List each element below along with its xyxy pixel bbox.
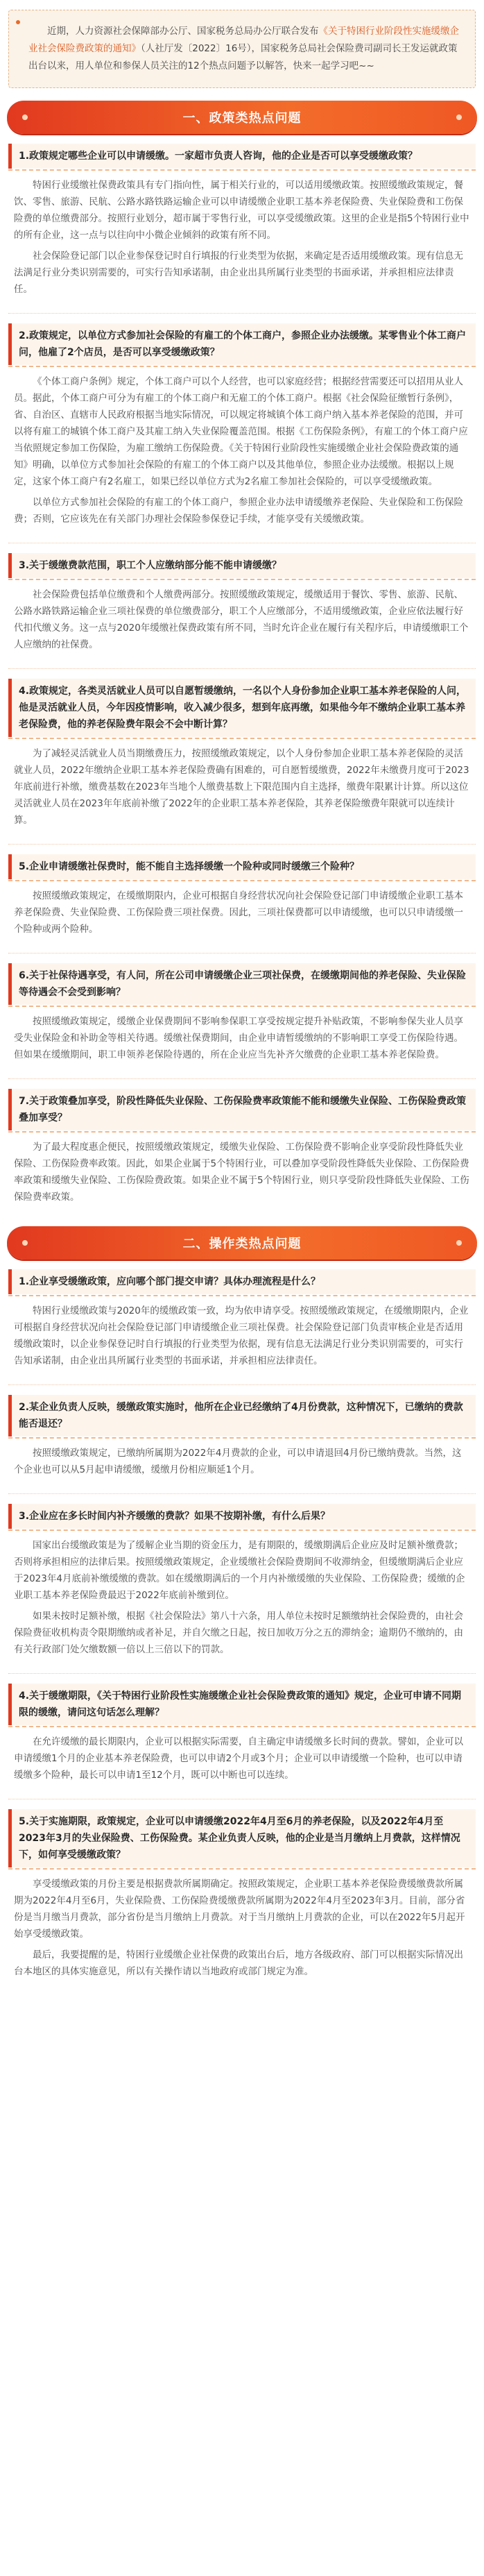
qa-item [8,1809,476,1988]
divider [8,1673,476,1674]
answer-paragraph: 为了最大程度惠企便民，按照缓缴政策规定，缓缴失业保险、工伤保险费不影响企业享受阶段性降低失业保险、工伤保险费率政策。因此，如果企业属于5个特困行业，可以叠加享受阶段性降低失业保险、工伤保险费率政策和缓缴失业保险、工伤保险费政策。如果企业不属于5个特困行业，则只享受阶段性降低失业保险、工伤保险费率政策。 [14,1142,469,1203]
banner-dot-left-icon [22,115,28,120]
qa-item [8,1504,476,1666]
operation-qa-list [0,1269,484,1988]
answer-body [8,1130,476,1214]
divider [8,844,476,845]
answer-paragraph: 如果未按时足额补缴，根据《社会保险法》第八十六条，用人单位未按时足额缴纳社会保险费的，由社会保险费征收机构责令限期缴纳或者补足，并自欠缴之日起，按日加收万分之五的滞纳金；逾期仍不缴纳的，由有关行政部门处欠缴数额一倍以上三倍以下的罚款。 [14,1611,463,1655]
intro-text-post: （人社厅发〔2022〕16号），国家税务总局社会保险费司副司长王发运就政策出台以来，用人单位和参保人员关注的12个热点问题予以解答，快来一起学习吧~~ [28,43,458,71]
question-heading: 6.关于社保待遇享受，有人问，所在公司申请缓缴企业三项社保费，在缓缴期间他的养老保险、失业保险等待遇会不会受到影响？ [8,963,476,1005]
question-heading: 1.企业享受缓缴政策，应向哪个部门提交申请？具体办理流程是什么？ [8,1269,476,1294]
question-heading: 3.关于缓缴费款范围，职工个人应缴纳部分能不能申请缓缴？ [8,553,476,578]
question-heading: 5.关于实施期限，政策规定，企业可以申请缓缴2022年4月至6月的养老保险，以及2022年4月至2023年3月的失业保险费、工伤保险费。某企业负责人反映，他的企业是当月缴纳上月费款，这样情况下，如何享受缓缴政策？ [8,1809,476,1867]
answer-paragraph: 按照缓缴政策规定，缓缴企业保费期间不影响参保职工享受按规定提升补贴政策，不影响参保失业人员享受失业保险金和补助金等相关待遇。缓缴社保费期间，由企业申请暂缓缴纳的不影响职工享受工伤保险待遇。但如果在缓缴期间，职工申领养老保险待遇的，所在企业应当先补齐欠缴费的企业职工基本养老保险费。 [14,1016,463,1060]
intro-notice-title: 《关于特困行业阶段性实施缓缴企业社会保险费政策的通知》 [28,26,459,54]
intro-box [8,10,476,88]
answer-body [8,879,476,946]
banner-dot-right-icon [456,1240,462,1246]
answer-body [8,1867,476,1988]
answer-paragraph: 最后，我要提醒的是，特困行业缓缴企业社保费的政策出台后，地方各级政府、部门可以根据实际情况出台本地区的具体实施意见，所以有关操作请以当地政府或部门规定为准。 [14,1949,463,1977]
question-heading: 3.企业应在多长时间内补齐缓缴的费款？如果不按期补缴，有什么后果？ [8,1504,476,1529]
banner-dot-right-icon [456,115,462,120]
answer-body [8,1005,476,1071]
question-heading: 2.某企业负责人反映，缓缴政策实施时，他所在企业已经缴纳了4月份费款，这种情况下，已缴纳的费款能否退还？ [8,1395,476,1437]
qa-item [8,1395,476,1486]
answer-paragraph: 按照缓缴政策规定，已缴纳所属期为2022年4月费款的企业，可以申请退回4月份已缴纳费款。当然，这个企业也可以从5月起申请缓缴，缓缴月份相应顺延1个月。 [14,1448,462,1475]
answer-paragraph: 按照缓缴政策规定，在缓缴期限内，企业可根据自身经营状况向社会保险登记部门申请缓缴企业职工基本养老保险费、失业保险费、工伤保险费三项社保费。因此，三项社保费都可以申请缓缴，也可以只申请缓缴一个险种或两个险种。 [14,890,463,935]
qa-item [8,679,476,837]
section-title: 二、操作类热点问题 [182,1237,302,1251]
question-heading: 4.关于缓缴期限，《关于特困行业阶段性实施缓缴企业社会保险费政策的通知》规定，企业可申请不同期限的缓缴，请问这句话怎么理解？ [8,1684,476,1725]
answer-paragraph: 以单位方式参加社会保险的有雇工的个体工商户，参照企业办法申请缓缴养老保险、失业保险和工伤保险费；否则，它应该先在有关部门办理社会保险参保登记手续，才能享受有关缓缴政策。 [14,497,463,525]
answer-paragraph: 特困行业缓缴政策与2020年的缓缴政策一致，均为依申请享受。按照缓缴政策规定，在缓缴期限内，企业可根据自身经营状况向社会保险登记部门申请缓缴企业三项社保费。社会保险登记部门负责审核企业是否适用缓缴政策时，以企业参保登记时自行填报的行业类型为依据，现有信息无法满足行业分类识别需要的，可实行告知承诺制，由企业出具所属行业类型的书面承诺，并承担相应法律责任。 [14,1305,469,1366]
question-heading: 2.政策规定，以单位方式参加社会保险的有雇工的个体工商户，参照企业办法缓缴。某零售业个体工商户问，他雇了2个店员，是否可以享受缓缴政策？ [8,323,476,365]
answer-paragraph: 为了减轻灵活就业人员当期缴费压力，按照缓缴政策规定，以个人身份参加企业职工基本养老保险的灵活就业人员，2022年缴纳企业职工基本养老保险费确有困难的，可自愿暂缓缴费，2022年未缴费月度可于2023年底前进行补缴，缴费基数在2023年当地个人缴费基数上下限范围内自主选择，缴费年限累计计算。所以这位灵活就业人员在2023年年底前补缴了2022年的企业职工基本养老保险，其养老保险缴费年限就可以连续计算。 [14,748,469,826]
answer-paragraph: 《个体工商户条例》规定，个体工商户可以个人经营，也可以家庭经营；根据经营需要还可以招用从业人员。据此，个体工商户可分为有雇工的个体工商户和无雇工的个体工商户。根据《社会保险征缴暂行条例》，省、自治区、直辖市人民政府根据当地实际情况，可以规定将城镇个体工商户纳入基本养老保险的范围，并可以将有雇工的城镇个体工商户及其雇工纳入失业保险覆盖范围。根据《工伤保险条例》，有雇工的个体工商户应当依照规定参加工伤保险，为雇工缴纳工伤保险费。《关于特困行业阶段性实施缓缴企业社会保险费政策的通知》明确，以单位方式参加社会保险的有雇工的个体工商户以及其他单位，参照企业办法缓缴。根据以上规定，这家个体工商户有2名雇工，如果已经以单位方式为2名雇工参加社会保险的，可以享受缓缴政策。 [14,376,468,487]
answer-body [8,1294,476,1378]
banner-dot-left-icon [22,1240,28,1246]
policy-qa-list [0,144,484,1214]
qa-item [8,144,476,306]
divider [8,1493,476,1494]
answer-body [8,1437,476,1486]
question-heading: 7.关于政策叠加享受，阶段性降低失业保险、工伤保险费率政策能不能和缓缴失业保险、工伤保险费政策叠加享受？ [8,1089,476,1130]
divider [8,313,476,314]
answer-paragraph: 社会保险登记部门以企业参保登记时自行填报的行业类型为依据，来确定是否适用缓缴政策。现有信息无法满足行业分类识别需要的，可实行告知承诺制，由企业出具所属行业类型的书面承诺，并承担相应法律责任。 [14,251,463,295]
answer-body [8,169,476,306]
answer-paragraph: 国家出台缓缴政策是为了缓解企业当期的资金压力，是有期限的，缓缴期满后企业应及时足额补缴费款；否则将承担相应的法律后果。按照缓缴政策规定，企业缓缴社会保险费期间不收滞纳金，但缓缴期满后企业应于2023年4月底前补缴缓缴的费款。如在缓缴期满后的一个月内补缴缓缴的失业保险、工伤保险费；缓缴的企业职工基本养老保险费最迟于2022年底前补缴到位。 [14,1540,465,1601]
qa-item [8,963,476,1071]
answer-body [8,365,476,536]
intro-text-pre: 近期，人力资源社会保障部办公厅、国家税务总局办公厅联合发布 [47,26,319,37]
question-heading: 4.政策规定，各类灵活就业人员可以自愿暂缓缴纳，一名以个人身份参加企业职工基本养老保险的人问，他是灵活就业人员，今年因疫情影响，收入减少很多，想到年底再缴，如果他今年不缴纳企业职工基本养老保险费，他的养老保险费年限会不会中断计算？ [8,679,476,737]
qa-item [8,1684,476,1792]
section-banner-policy [7,101,477,134]
answer-paragraph: 特困行业缓缴社保费政策具有专门指向性，属于相关行业的，可以适用缓缴政策。按照缓缴政策规定，餐饮、零售、旅游、民航、公路水路铁路运输企业可以申请缓缴企业职工基本养老保险费、失业保险费和工伤保险费的单位缴费部分。按照行业划分，超市属于零售行业，可以享受缓缴政策。这里的企业是指5个特困行业中的所有企业，这一点与以往向中小微企业倾斜的政策有所不同。 [14,180,469,241]
qa-item [8,1269,476,1378]
qa-item [8,854,476,946]
section-banner-operation [7,1226,477,1260]
answer-body [8,737,476,837]
qa-item [8,323,476,536]
answer-paragraph: 享受缓缴政策的月份主要是根据费款所属期确定。按照政策规定，企业职工基本养老保险费缓缴费款所属期为2022年4月至6月，失业保险费、工伤保险费缓缴费款所属期为2022年4月至2023年3月。目前，部分省份是当月缴当月费款，部分省份是当月缴纳上月费款。对于当月缴纳上月费款的企业，可以在2022年5月起开始享受缓缴政策。 [14,1879,465,1940]
answer-body [8,1725,476,1792]
qa-item [8,553,476,661]
divider [8,668,476,669]
answer-paragraph: 社会保险费包括单位缴费和个人缴费两部分。按照缓缴政策规定，缓缴适用于餐饮、零售、旅游、民航、公路水路铁路运输企业三项社保费的单位缴费部分，职工个人应缴部分，不适用缓缴政策，企业应依法履行好代扣代缴义务。这一点与2020年缓缴社保费政策有所不同，当时允许企业在履行有关程序后，申请缓缴职工个人应缴纳的社保费。 [14,589,469,650]
answer-paragraph: 在允许缓缴的最长期限内，企业可以根据实际需要，自主确定申请缓缴多长时间的费款。譬如，企业可以申请缓缴1个月的企业基本养老保险费，也可以申请2个月或3个月；企业可以申请缓缴一个险种，也可以申请缓缴多个险种，最长可以申请1至12个月，既可以中断也可以连续。 [14,1736,463,1781]
section-title: 一、政策类热点问题 [182,111,302,126]
question-heading: 1.政策规定哪些企业可以申请缓缴。一家超市负责人咨询，他的企业是否可以享受缓缴政策？ [8,144,476,169]
divider [8,953,476,954]
question-heading: 5.企业申请缓缴社保费时，能不能自主选择缓缴一个险种或同时缓缴三个险种？ [8,854,476,879]
divider [8,1078,476,1079]
answer-body [8,1529,476,1666]
answer-body [8,578,476,661]
divider [8,1384,476,1385]
qa-item [8,1089,476,1214]
